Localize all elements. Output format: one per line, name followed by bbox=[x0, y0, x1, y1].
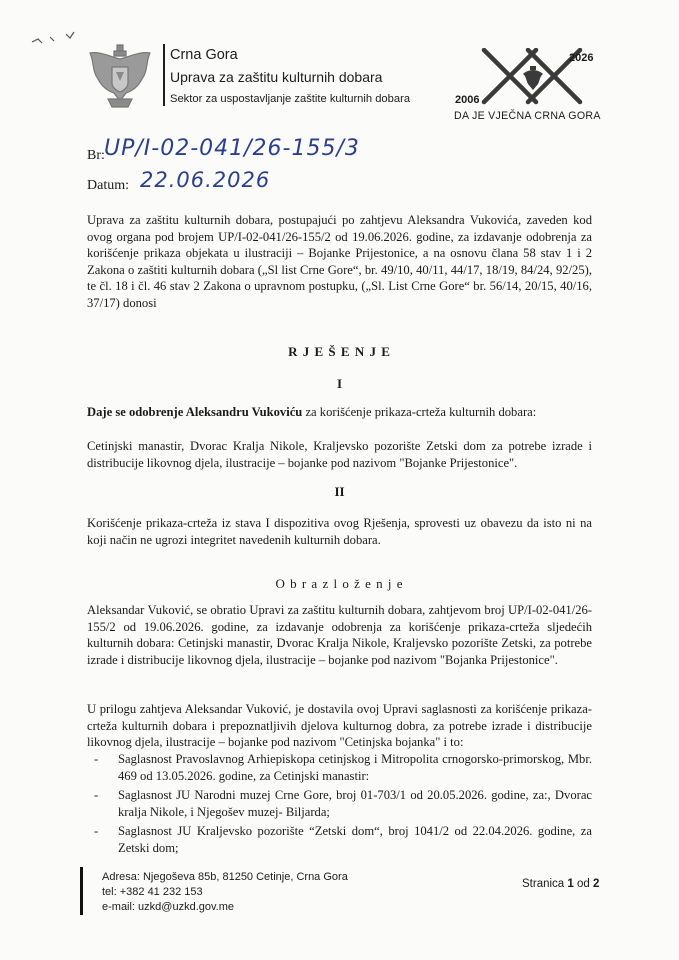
section-1-objects: Cetinjski manastir, Dvorac Kralja Nikole, Kraljevsko pozorište Zetski dom za potrebe izrade i distribucije likovnog djela, ilustracije – bojanke pod nazivom "Bojanke Prijestonice". bbox=[87, 439, 592, 470]
reference-number-label: Br: bbox=[87, 148, 105, 163]
footer-address: Adresa: Njegoševa 85b, 81250 Cetinje, Crna Gora bbox=[102, 871, 348, 883]
reference-number-handwritten: UP/I-02-041/26-155/3 bbox=[104, 136, 360, 161]
footer-divider bbox=[80, 867, 83, 915]
header-divider bbox=[163, 44, 165, 106]
consents-list bbox=[87, 751, 592, 859]
list-item: - Saglasnost JU Kraljevsko pozorište “Zetski dom“, broj 1041/2 od 22.04.2026. godine, za Zetski dom; bbox=[94, 824, 592, 855]
footer-phone: tel: +382 41 232 153 bbox=[102, 886, 203, 898]
date-label: Datum: bbox=[87, 178, 129, 193]
org-sector: Sektor za uspostavljanje zaštite kulturnih dobara bbox=[170, 93, 411, 105]
section-1-lead-rest: za korišćenje prikaza-crteža kulturnih dobara: bbox=[302, 405, 537, 419]
reasoning-paragraph-1: Aleksandar Vuković, se obratio Upravi za zaštitu kulturnih dobara, zahtjevom broj UP/I-02-041/26-155/2 od 19.06.2026. godine, za izdavanje odobrenja za korišćenje prikaza-crteža sljedećih kulturnih dobara: Cetinjski manastir, Dvorac Kralja Nikole, Kraljevsko pozorište Zetski, za potrebe izrade i distribucije likovnog djela, ilustracije – bojanke pod nazivom "Bojanka Prijestonice". bbox=[87, 603, 592, 667]
section-2-text: Korišćenje prikaza-crteža iz stava I dispozitiva ovog Rješenja, sprovesti uz obavezu da isto ni na koji način ne ugrozi integritet navedenih kulturnih dobara. bbox=[87, 516, 592, 547]
org-name: Uprava za zaštitu kulturnih dobara bbox=[170, 69, 383, 85]
jubilee-motto: DA JE VJEČNA CRNA GORA bbox=[454, 110, 601, 122]
intro-paragraph: Uprava za zaštitu kulturnih dobara, postupajući po zahtjevu Aleksandra Vukovića, zaveden kod ovog organa pod brojem UP/I-02-041/26-155/2 od 19.06.2026. godine, za izdavanje odobrenja za korišćenje prikaza objekata u ilustraciji – Bojanke Prijestonice, a na osnovu člana 58 stav 1 i 2 Zakona o zaštiti kulturnih dobara („Sl list Crne Gore“, br. 49/10, 40/11, 44/17, 18/19, 84/24, 92/25), te čl. 18 i čl. 46 stav 2 Zakona o upravnom postupku, („Sl. List Crne Gore“ br. 56/14, 20/15, 40/16, 37/17) donosi bbox=[87, 213, 592, 310]
reasoning-paragraph-2: U prilogu zahtjeva Aleksandar Vuković, je dostavila ovoj Upravi saglasnosti za korišćenje prikaza-crteža kulturnih dobara i prepoznatljivih djelova kulturnog dobra, za potrebe izrade i distribucije likovnog djela, ilustracije – bojanke pod nazivom "Cetinjska bojanka" i to: bbox=[87, 702, 592, 749]
decision-title: R J E Š E N J E bbox=[288, 344, 391, 359]
section-1-lead-bold: Daje se odobrenje Aleksandru Vukoviću bbox=[87, 405, 303, 419]
pen-mark-scribble bbox=[30, 28, 80, 50]
list-item: - Saglasnost JU Narodni muzej Crne Gore, broj 01-703/1 od 20.05.2026. godine, za:, Dvorac kralja Nikole, i Njegošev muzej- Biljarda; bbox=[94, 788, 592, 819]
date-handwritten: 22.06.2026 bbox=[140, 168, 271, 192]
jubilee-year-start: 2006 bbox=[455, 94, 480, 106]
section-1-numeral: I bbox=[336, 376, 343, 391]
list-item: - Saglasnost Pravoslavnog Arhiepiskopa cetinjskog i Mitropolita crnogorsko-primorskog, Mbr. 469 od 13.05.2026. godine, za Cetinjski manastir: bbox=[94, 752, 592, 783]
page-number: Stranica 1 od 2 bbox=[522, 878, 600, 890]
section-1-lead bbox=[87, 404, 592, 421]
coat-of-arms-icon bbox=[86, 41, 154, 113]
org-country: Crna Gora bbox=[170, 47, 238, 63]
footer-email: e-mail: uzkd@uzkd.gov.me bbox=[102, 901, 235, 913]
reasoning-title: O b r a z l o ž e n j e bbox=[275, 576, 404, 591]
jubilee-year-end: 2026 bbox=[569, 52, 594, 64]
section-2-numeral: II bbox=[334, 484, 345, 499]
